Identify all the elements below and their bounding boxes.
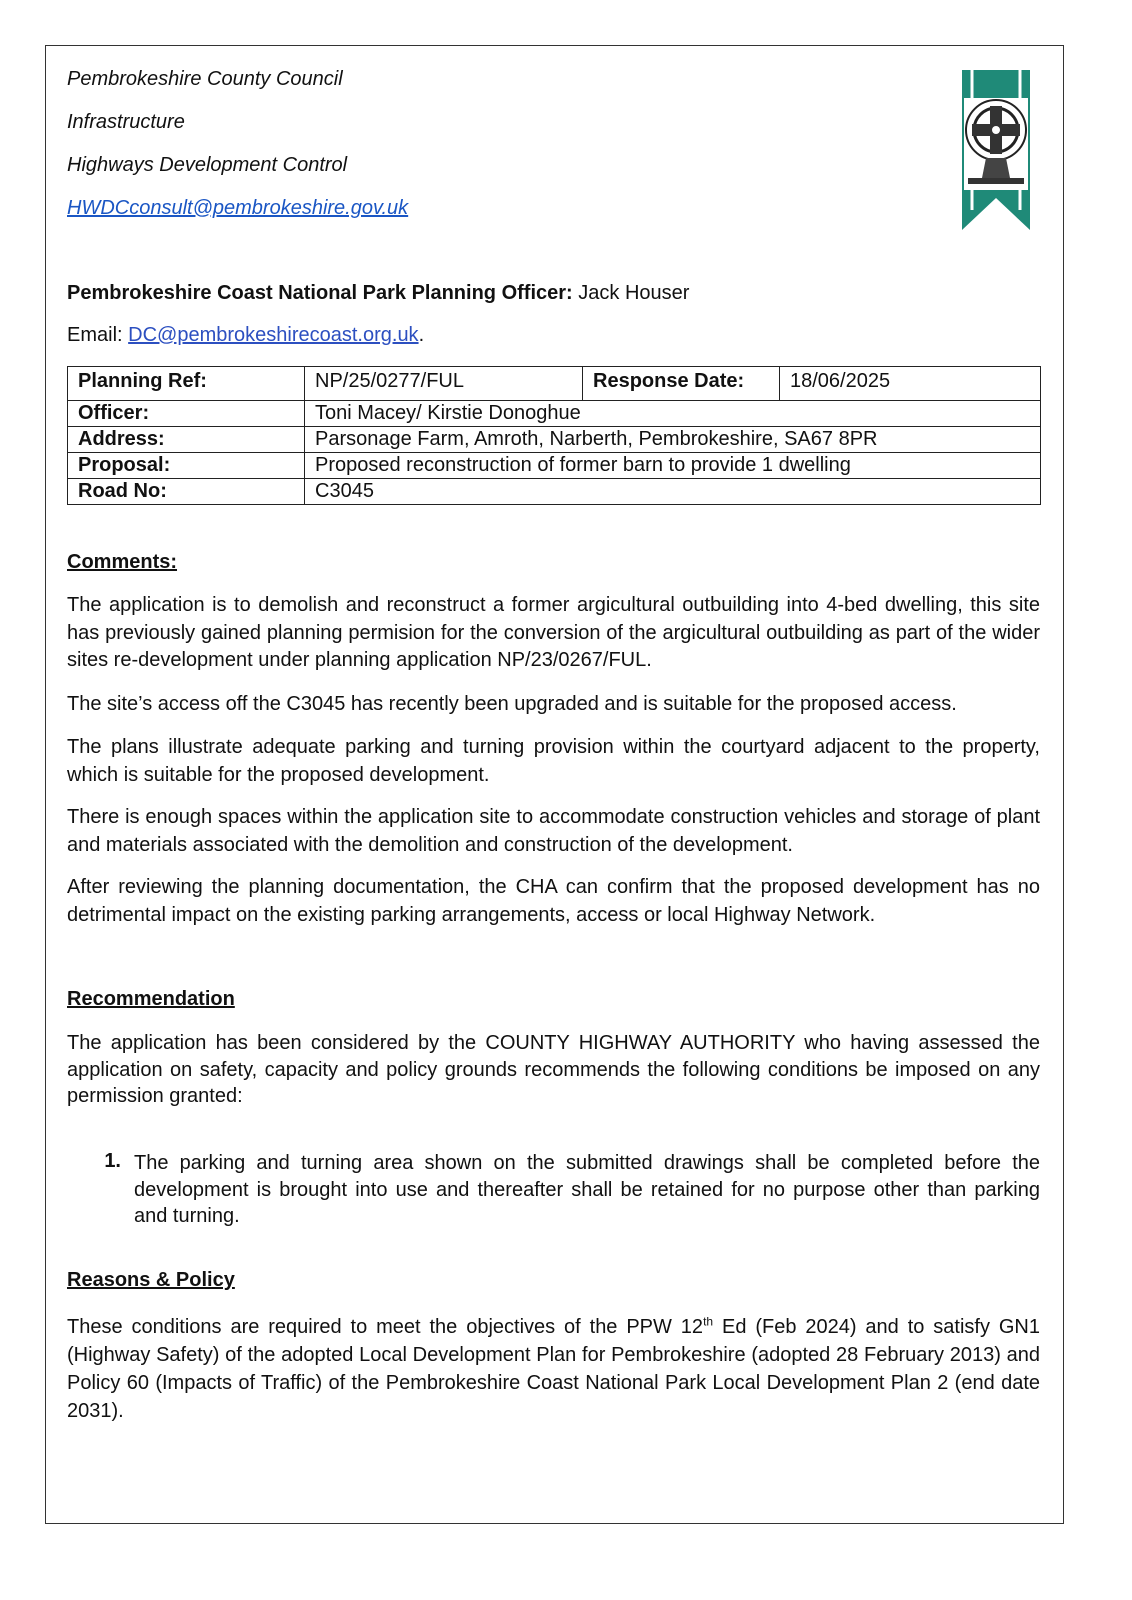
park-email-link[interactable]: DC@pembrokeshirecoast.org.uk [128, 324, 419, 346]
officer-label: Officer: [68, 401, 305, 427]
planning-officer-line [67, 280, 1040, 307]
planning-officer-name: Jack Houser [578, 282, 690, 304]
reasons-text [67, 1313, 1040, 1425]
road-no-label: Road No: [68, 479, 305, 505]
table-row [68, 401, 1041, 427]
department: Infrastructure [67, 111, 185, 133]
response-date-value: 18/06/2025 [780, 367, 1041, 401]
comment-paragraph: The application is to demolish and reconstruct a former argicultural outbuilding into 4-bed dwelling, this site has previously gained planning permision for the conversion of the argicultural outbuilding as part of the wider sites re-development under planning application NP/23/0267/FUL. [67, 594, 1040, 671]
response-date-label: Response Date: [583, 367, 780, 401]
condition-text: The parking and turning area shown on the submitted drawings shall be completed before the development is brought into use and thereafter shall be retained for no purpose other than parking and turning. [134, 1152, 1040, 1227]
table-row [68, 453, 1041, 479]
table-row [68, 427, 1041, 453]
proposal-value: Proposed reconstruction of former barn to provide 1 dwelling [305, 453, 1041, 479]
condition-number: 1. [104, 1150, 121, 1172]
comment-paragraph: The site’s access off the C3045 has recently been upgraded and is suitable for the proposed access. [67, 693, 957, 715]
email-trail: . [418, 324, 425, 346]
unit: Highways Development Control [67, 154, 348, 176]
council-email-link[interactable]: HWDCconsult@pembrokeshire.gov.uk [67, 197, 409, 219]
comment-paragraph: The plans illustrate adequate parking and turning provision within the courtyard adjacent to the property, which is suitable for the proposed development. [67, 736, 1040, 786]
planning-ref-label: Planning Ref: [68, 367, 305, 401]
comment-paragraph: There is enough spaces within the application site to accommodate construction vehicles and storage of plant and materials associated with the demolition and construction of the development. [67, 806, 1040, 856]
planning-ref-value: NP/25/0277/FUL [305, 367, 583, 401]
address-label: Address: [68, 427, 305, 453]
table-row [68, 479, 1041, 505]
ordinal-suffix: th [703, 1314, 714, 1329]
proposal-label: Proposal: [68, 453, 305, 479]
condition-item [67, 1150, 1040, 1230]
address-value: Parsonage Farm, Amroth, Narberth, Pembrokeshire, SA67 8PR [305, 427, 1041, 453]
planning-officer-label: Pembrokeshire Coast National Park Planning Officer: [67, 282, 573, 304]
council-crest-logo [958, 70, 1034, 230]
recommendation-text: The application has been considered by the COUNTY HIGHWAY AUTHORITY who having assessed the application on safety, capacity and policy grounds recommends the following conditions be imposed on any permission granted: [67, 1032, 1040, 1107]
email-line [67, 322, 1040, 349]
comment-paragraph: After reviewing the planning documentation, the CHA can confirm that the proposed development has no detrimental impact on the existing parking arrangements, access or local Highway Network. [67, 876, 1040, 926]
road-no-value: C3045 [305, 479, 1041, 505]
reasons-text-b: Ed (Feb 2024) and to satisfy GN1 (Highway Safety) of the adopted Local Development Plan for Pembrokeshire (adopted 28 February 2013) and Policy 60 (Impacts of Traffic) of the Pembrokeshire Coast National Park Local Development Plan 2 (end date 2031). [67, 1316, 1041, 1422]
reasons-heading: Reasons & Policy [67, 1269, 235, 1291]
officer-value: Toni Macey/ Kirstie Donoghue [305, 401, 1041, 427]
reasons-text-a: These conditions are required to meet the objectives of the PPW 12 [67, 1316, 704, 1338]
comments-heading: Comments: [67, 551, 178, 573]
email-label: Email: [67, 324, 123, 346]
recommendation-heading: Recommendation [67, 988, 235, 1010]
council-name: Pembrokeshire County Council [67, 68, 343, 90]
application-details-table [67, 366, 1040, 505]
